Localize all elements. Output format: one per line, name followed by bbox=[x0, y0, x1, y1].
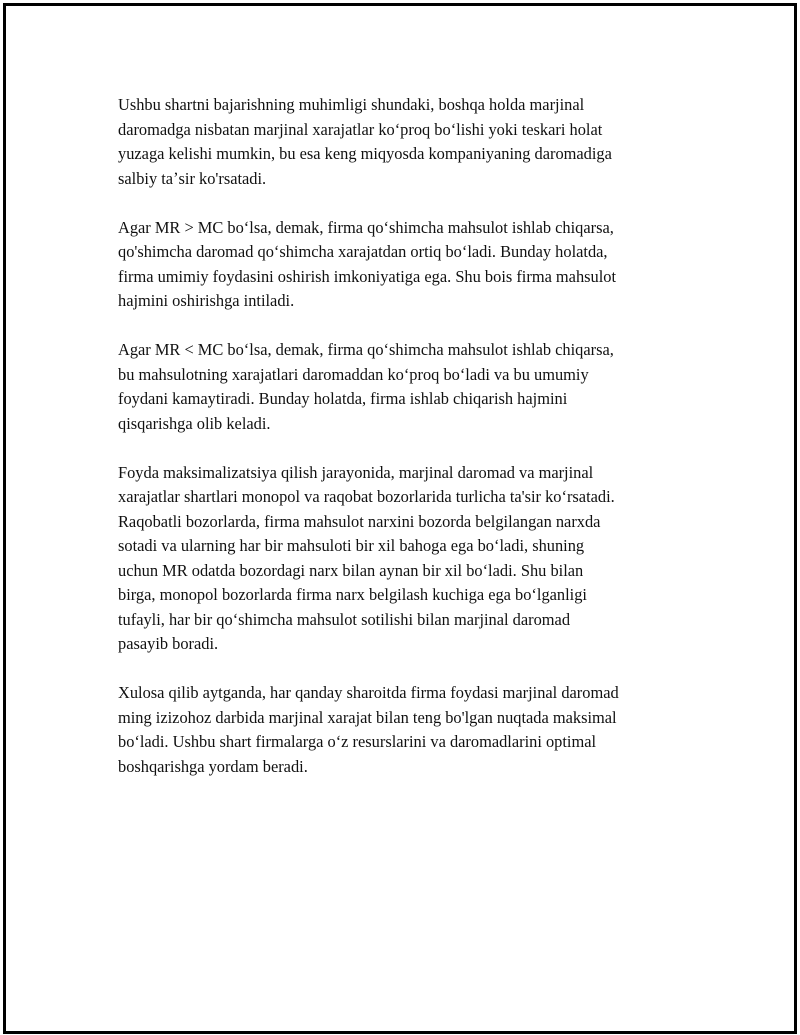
paragraph-2: Agar MR > MC boʻlsa, demak, firma qoʻshimcha mahsulot ishlab chiqarsa, qo'shimcha daromad qoʻshimcha xarajatdan ortiq boʻladi. Bunday holatda, firma umimiy foydasini oshirish imkoniyatiga ega. Shu bois firma mahsulot hajmini oshirishga intiladi. bbox=[118, 217, 617, 310]
paragraph-5: Xulosa qilib aytganda, har qanday sharoitda firma foydasi marjinal daromad ming izizohoz darbida marjinal xarajat bilan teng bo'lgan nuqtada maksimal boʻladi. Ushbu shart firmalarga oʻz resurslarini va daromadlarini optimal boshqarishga yordam beradi. bbox=[118, 683, 619, 776]
document-body bbox=[118, 93, 688, 804]
paragraph-3: Agar MR < MC boʻlsa, demak, firma qoʻshimcha mahsulot ishlab chiqarsa, bu mahsulotning xarajatlari daromaddan koʻproq boʻladi va bu umumiy foydani kamaytiradi. Bunday holatda, firma ishlab chiqarish hajmini qisqarishga olib keladi. bbox=[118, 340, 614, 433]
paragraph-4: Foyda maksimalizatsiya qilish jarayonida, marjinal daromad va marjinal xarajatlar shartlari monopol va raqobat bozorlarida turlicha ta'sir koʻrsatadi. Raqobatli bozorlarda, firma mahsulot narxini bozorda belgilangan narxda sotadi va ularning har bir mahsuloti bir xil bahoga ega boʻladi, shuning uchun MR odatda bozordagi narx bilan aynan bir xil boʻladi. Shu bilan birga, monopol bozorlarda firma narx belgilash kuchiga ega boʻlganligi tufayli, har bir qoʻshimcha mahsulot sotilishi bilan marjinal daromad pasayib boradi. bbox=[118, 462, 615, 653]
paragraph-1: Ushbu shartni bajarishning muhimligi shundaki, boshqa holda marjinal daromadga nisbatan marjinal xarajatlar koʻproq boʻlishi yoki teskari holat yuzaga kelishi mumkin, bu esa keng miqyosda kompaniyaning daromadiga salbiy taʼsir ko'rsatadi. bbox=[118, 95, 612, 188]
